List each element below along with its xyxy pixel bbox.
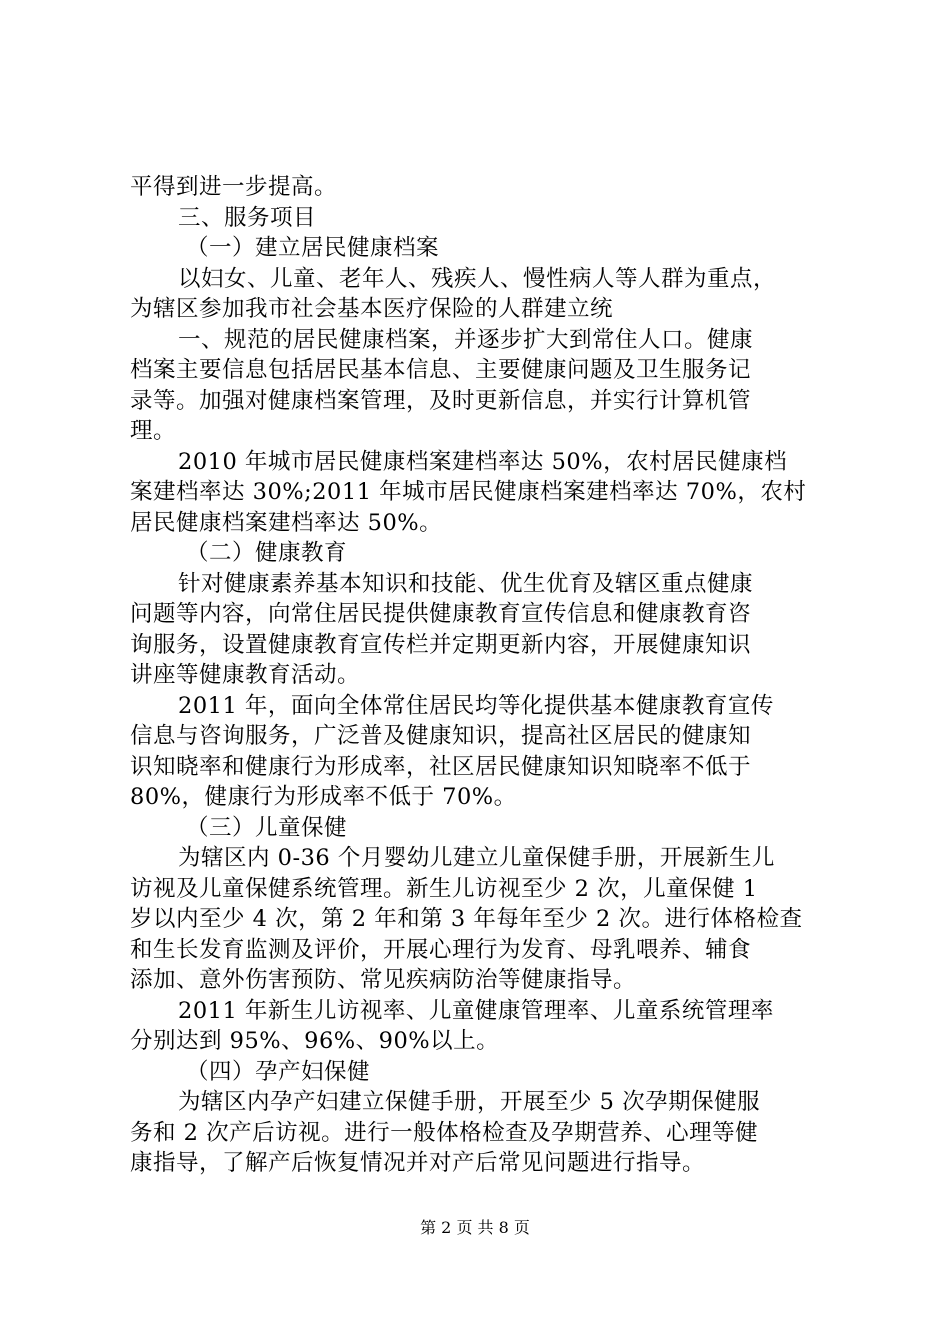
text-line: 80%，健康行为形成率不低于 70%。	[130, 784, 517, 810]
text-line: 案建档率达 30%;2011 年城市居民健康档案建档率达 70%，农村	[130, 479, 807, 505]
text-line: 为辖区参加我市社会基本医疗保险的人群建立统	[130, 296, 614, 322]
text-line: 录等。加强对健康档案管理，及时更新信息，并实行计算机管	[130, 387, 752, 414]
text-line: 三、服务项目	[178, 204, 317, 231]
text-line: 岁以内至少 4 次，第 2 年和第 3 年每年至少 2 次。进行体格检查	[130, 906, 803, 932]
text-line: 档案主要信息包括居民基本信息、主要健康问题及卫生服务记	[130, 357, 752, 383]
text-line: 识知晓率和健康行为形成率，社区居民健康知识知晓率不低于	[130, 753, 752, 780]
text-line: 为辖区内孕产妇建立保健手册，开展至少 5 次孕期保健服	[178, 1089, 761, 1115]
text-line: （二）健康教育	[186, 540, 348, 566]
text-line: 分别达到 95%、96%、90%以上。	[130, 1028, 500, 1054]
text-line: 添加、意外伤害预防、常见疾病防治等健康指导。	[130, 967, 637, 993]
text-line: 信息与咨询服务，广泛普及健康知识，提高社区居民的健康知	[130, 723, 752, 749]
text-line: 以妇女、儿童、老年人、残疾人、慢性病人等人群为重点，	[178, 265, 777, 292]
text-line: 务和 2 次产后访视。进行一般体格检查及孕期营养、心理等健	[130, 1119, 759, 1146]
text-line: 询服务，设置健康教育宣传栏并定期更新内容，开展健康知识	[130, 631, 752, 658]
text-line: 讲座等健康教育活动。	[130, 662, 361, 688]
text-line: 平得到进一步提高。	[130, 174, 338, 200]
text-line: 2011 年，面向全体常住居民均等化提供基本健康教育宣传	[178, 692, 774, 719]
page-number-footer: 第 2 页 共 8 页	[420, 1218, 530, 1237]
text-line: （三）儿童保健	[186, 814, 348, 841]
text-line: 居民健康档案建档率达 50%。	[130, 509, 443, 536]
text-lines	[130, 172, 830, 1179]
text-line: 一、规范的居民健康档案，并逐步扩大到常住人口。健康	[178, 326, 754, 353]
text-line: 康指导，了解产后恢复情况并对产后常见问题进行指导。	[130, 1150, 706, 1176]
text-line: （四）孕产妇保健	[186, 1058, 371, 1085]
text-line: 2011 年新生儿访视率、儿童健康管理率、儿童系统管理率	[178, 997, 774, 1024]
text-line: 访视及儿童保健系统管理。新生儿访视至少 2 次，儿童保健 1	[130, 875, 758, 902]
text-line: 理。	[130, 418, 177, 444]
text-line: 针对健康素养基本知识和技能、优生优育及辖区重点健康	[178, 570, 754, 597]
text-line: 问题等内容，向常住居民提供健康教育宣传信息和健康教育咨	[130, 601, 752, 627]
text-line: 和生长发育监测及评价，开展心理行为发育、母乳喂养、辅食	[130, 936, 752, 963]
text-line: （一）建立居民健康档案	[186, 235, 440, 261]
document-body	[130, 172, 830, 1179]
text-line: 为辖区内 0-36 个月婴幼儿建立儿童保健手册，开展新生儿	[178, 845, 775, 871]
text-line: 2010 年城市居民健康档案建档率达 50%，农村居民健康档	[178, 448, 788, 475]
